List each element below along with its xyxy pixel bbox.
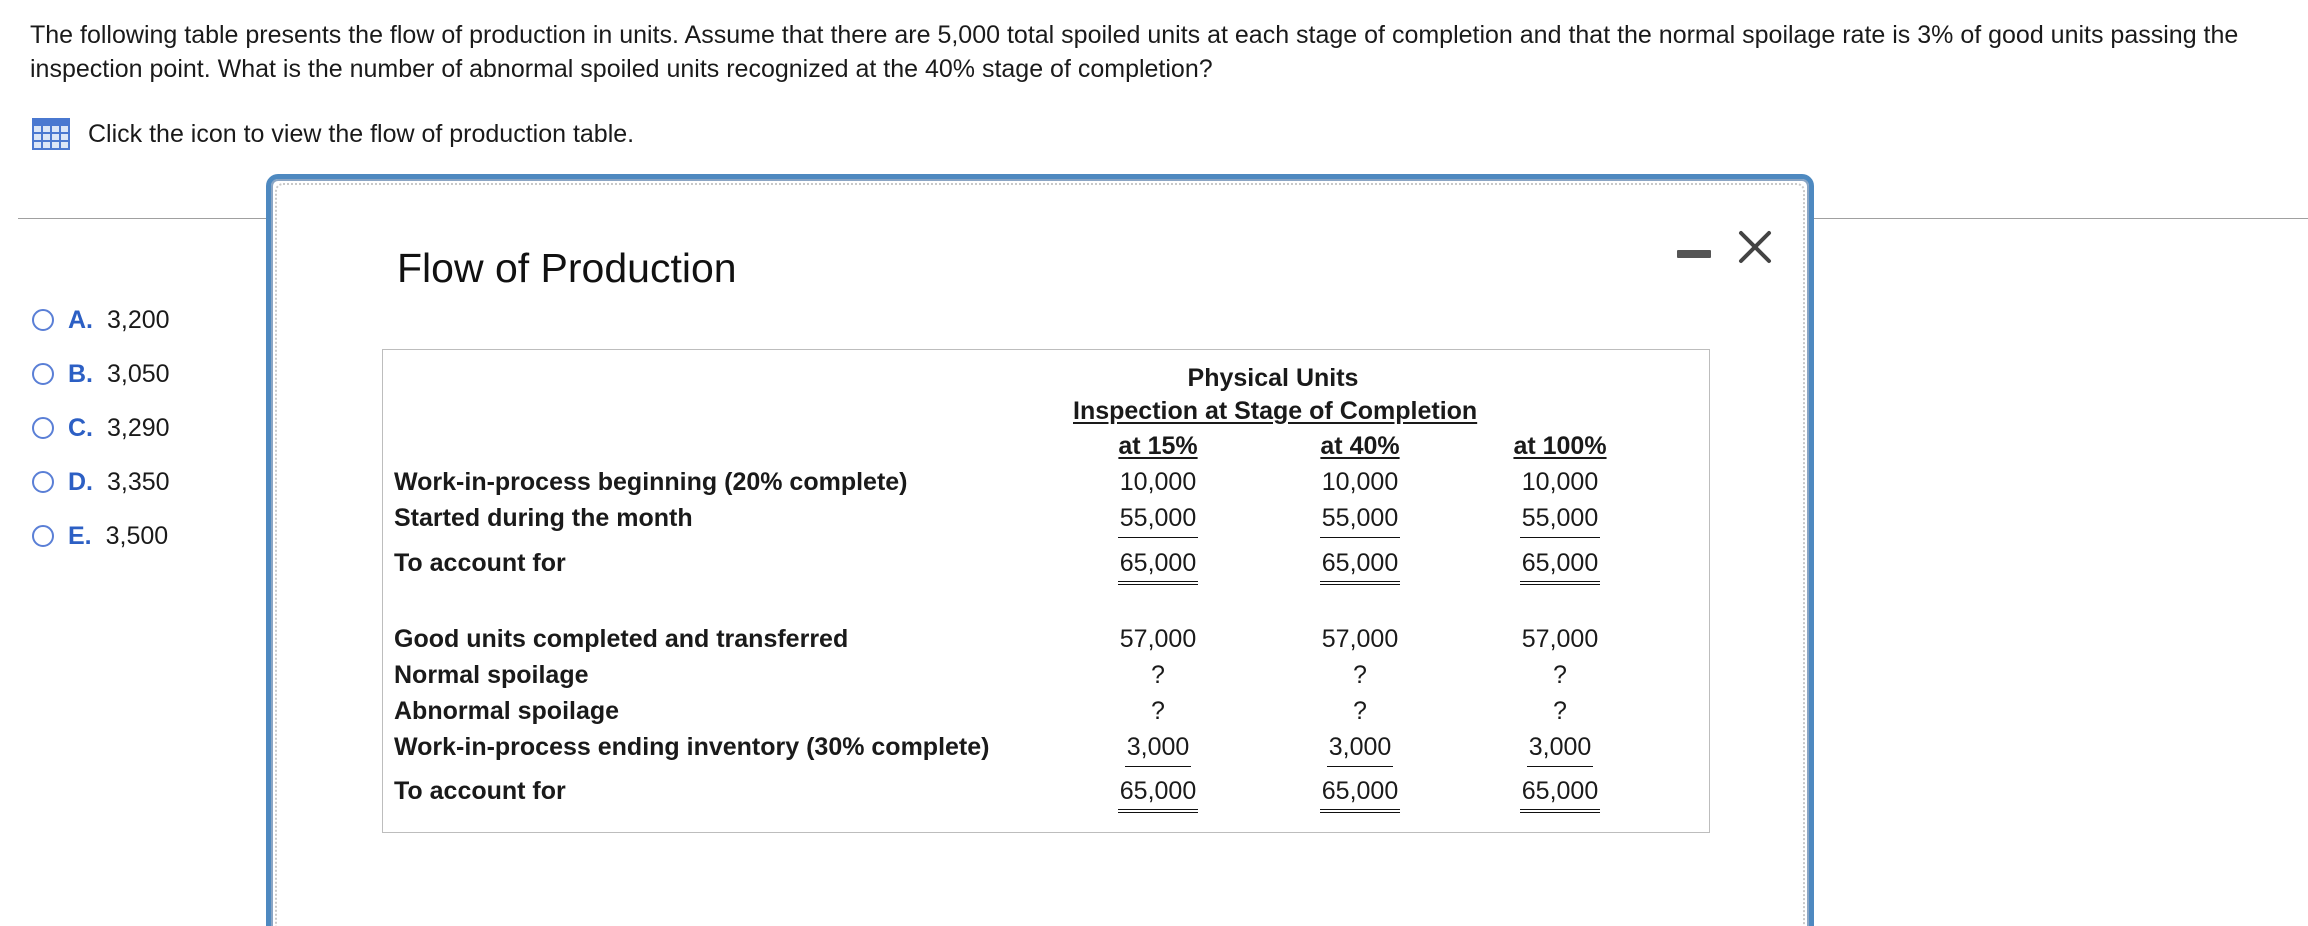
- table-cell: ?: [1553, 697, 1567, 725]
- row-label: Abnormal spoilage: [394, 697, 620, 725]
- table-grid-icon[interactable]: [32, 118, 70, 150]
- table-cell: 55,000: [1520, 503, 1600, 538]
- table-cell: 10,000: [1521, 468, 1599, 496]
- header-physical-units: Physical Units: [1187, 364, 1359, 392]
- radio-button[interactable]: [32, 309, 54, 331]
- table-cell: 10,000: [1321, 468, 1399, 496]
- flow-table: [382, 349, 1710, 833]
- option-value: 3,050: [107, 359, 170, 388]
- minimize-icon[interactable]: [1677, 231, 1711, 265]
- answer-options: [32, 293, 170, 563]
- option-e[interactable]: [32, 509, 170, 563]
- table-cell: 3,000: [1327, 732, 1394, 767]
- option-value: 3,500: [105, 521, 169, 550]
- table-cell: ?: [1353, 661, 1367, 689]
- table-cell: 3,000: [1527, 732, 1594, 767]
- table-cell: 65,000: [1520, 548, 1600, 585]
- row-label: Started during the month: [394, 504, 693, 532]
- help-row: [32, 116, 634, 152]
- radio-button[interactable]: [32, 363, 54, 385]
- table-cell: 65,000: [1520, 776, 1600, 813]
- option-letter: E.: [68, 521, 92, 550]
- table-cell: ?: [1151, 697, 1165, 725]
- option-letter: A.: [68, 305, 93, 334]
- header-inspection-stage: Inspection at Stage of Completion: [1073, 397, 1478, 425]
- option-value: 3,200: [107, 305, 170, 334]
- row-label: To account for: [394, 777, 566, 805]
- option-a[interactable]: [32, 293, 170, 347]
- table-cell: 3,000: [1125, 732, 1192, 767]
- radio-button[interactable]: [32, 417, 54, 439]
- option-value: 3,290: [107, 413, 170, 442]
- table-cell: 65,000: [1118, 776, 1198, 813]
- option-b[interactable]: [32, 347, 170, 401]
- row-label: Good units completed and transferred: [394, 625, 849, 653]
- table-cell: 55,000: [1118, 503, 1198, 538]
- table-cell: ?: [1553, 661, 1567, 689]
- table-cell: 57,000: [1521, 625, 1599, 653]
- option-value: 3,350: [107, 467, 170, 496]
- table-cell: 65,000: [1118, 548, 1198, 585]
- radio-button[interactable]: [32, 471, 54, 493]
- table-cell: 57,000: [1321, 625, 1399, 653]
- table-cell: 10,000: [1119, 468, 1197, 496]
- row-label: To account for: [394, 549, 566, 577]
- option-c[interactable]: [32, 401, 170, 455]
- col-header-100: at 100%: [1513, 432, 1607, 460]
- option-letter: B.: [68, 359, 93, 388]
- col-header-15: at 15%: [1118, 432, 1198, 460]
- radio-button[interactable]: [32, 525, 54, 547]
- option-letter: C.: [68, 413, 93, 442]
- row-label: Normal spoilage: [394, 661, 589, 689]
- table-cell: ?: [1151, 661, 1165, 689]
- table-cell: ?: [1353, 697, 1367, 725]
- row-label: Work-in-process beginning (20% complete): [394, 468, 908, 496]
- help-text: Click the icon to view the flow of production table.: [88, 119, 635, 148]
- option-letter: D.: [68, 467, 93, 496]
- table-cell: 65,000: [1320, 776, 1400, 813]
- table-cell: 65,000: [1320, 548, 1400, 585]
- close-icon[interactable]: [1731, 223, 1779, 271]
- flow-of-production-modal: [266, 174, 1814, 926]
- table-cell: 57,000: [1119, 625, 1197, 653]
- table-cell: 55,000: [1320, 503, 1400, 538]
- row-label: Work-in-process ending inventory (30% complete): [394, 733, 990, 761]
- question-text: The following table presents the flow of production in units. Assume that there are 5,000 total spoiled units at each stage of completion and that the normal spoilage rate is 3% of good units passing the inspection point. What is the number of abnormal spoiled units recognized at the 40% stage of completion?: [30, 21, 2239, 83]
- modal-title: Flow of Production: [397, 245, 737, 291]
- option-d[interactable]: [32, 455, 170, 509]
- col-header-40: at 40%: [1320, 432, 1400, 460]
